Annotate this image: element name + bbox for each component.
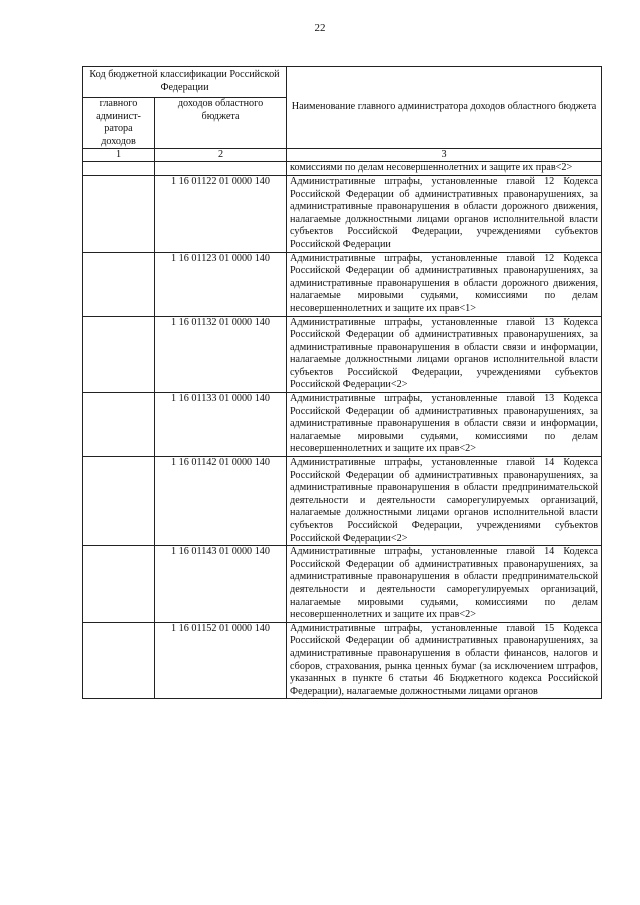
description-cell: Административные штрафы, установленные главой 15 Кодекса Российской Федерации об административных правонарушениях, за административные правонарушения в области финансов, налогов и сборов, страхования, рынка ценных бумаг (за исключением штрафов, указанных в пункте 6 статьи 46 Бюджетного кодекса Российской Федерации), налагаемые должностными лицами органов bbox=[287, 622, 602, 699]
column-number-2: 2 bbox=[155, 149, 287, 162]
table-row bbox=[83, 252, 602, 316]
income-code-cell: 1 16 01132 01 0000 140 bbox=[155, 316, 287, 393]
admin-code-cell bbox=[83, 175, 155, 252]
header-regional-income: доходов областного бюджета bbox=[155, 98, 287, 149]
income-code-cell: 1 16 01133 01 0000 140 bbox=[155, 393, 287, 457]
table-body bbox=[83, 162, 602, 699]
description-cell: Административные штрафы, установленные главой 12 Кодекса Российской Федерации об административных правонарушениях, за административные правонарушения в области дорожного движения, налагаемые мировыми судьями, комиссиями по делам несовершеннолетних и защите их прав<1> bbox=[287, 252, 602, 316]
column-number-1: 1 bbox=[83, 149, 155, 162]
admin-code-cell bbox=[83, 162, 155, 176]
income-code-cell: 1 16 01152 01 0000 140 bbox=[155, 622, 287, 699]
description-cell: Административные штрафы, установленные главой 14 Кодекса Российской Федерации об административных правонарушениях, за административные правонарушения в области предпринимательской деятельности и деятельности саморегулируемых организаций, налагаемые мировыми судьями, комиссиями по делам несовершеннолетних и защите их прав<2> bbox=[287, 546, 602, 623]
table-row bbox=[83, 162, 602, 176]
income-code-cell bbox=[155, 162, 287, 176]
header-code-group: Код бюджетной классификации Российской Федерации bbox=[83, 67, 287, 98]
income-code-cell: 1 16 01143 01 0000 140 bbox=[155, 546, 287, 623]
table-row bbox=[83, 546, 602, 623]
admin-code-cell bbox=[83, 622, 155, 699]
header-main-administrator: главного админист-ратора доходов bbox=[83, 98, 155, 149]
income-code-cell: 1 16 01142 01 0000 140 bbox=[155, 457, 287, 546]
admin-code-cell bbox=[83, 393, 155, 457]
table-row bbox=[83, 622, 602, 699]
description-cell: Административные штрафы, установленные главой 14 Кодекса Российской Федерации об административных правонарушениях, за административные правонарушения в области предпринимательской деятельности и деятельности саморегулируемых организаций, налагаемые должностными лицами органов исполнительной власти субъектов Российской Федерации, учреждениями субъектов Российской Федерации<2> bbox=[287, 457, 602, 546]
column-number-3: 3 bbox=[287, 149, 602, 162]
budget-classification-table bbox=[82, 66, 602, 699]
table-row bbox=[83, 457, 602, 546]
table-row bbox=[83, 316, 602, 393]
admin-code-cell bbox=[83, 546, 155, 623]
income-code-cell: 1 16 01123 01 0000 140 bbox=[155, 252, 287, 316]
admin-code-cell bbox=[83, 457, 155, 546]
description-cell: Административные штрафы, установленные главой 13 Кодекса Российской Федерации об административных правонарушениях, за административные правонарушения в области связи и информации, налагаемые должностными лицами органов исполнительной власти субъектов Российской Федерации, учреждениями субъектов Российской Федерации<2> bbox=[287, 316, 602, 393]
admin-code-cell bbox=[83, 252, 155, 316]
description-cell: Административные штрафы, установленные главой 12 Кодекса Российской Федерации об административных правонарушениях, за административные правонарушения в области дорожного движения, налагаемые должностными лицами органов исполнительной власти субъектов Российской Федерации, учреждениями субъектов Российской Федерации bbox=[287, 175, 602, 252]
description-cell: комиссиями по делам несовершеннолетних и защите их прав<2> bbox=[287, 162, 602, 176]
column-number-row bbox=[83, 149, 602, 162]
table-row bbox=[83, 393, 602, 457]
income-code-cell: 1 16 01122 01 0000 140 bbox=[155, 175, 287, 252]
admin-code-cell bbox=[83, 316, 155, 393]
table-row bbox=[83, 175, 602, 252]
header-administrator-name: Наименование главного администратора доходов областного бюджета bbox=[287, 67, 602, 149]
description-cell: Административные штрафы, установленные главой 13 Кодекса Российской Федерации об административных правонарушениях, за административные правонарушения в области связи и информации, налагаемые мировыми судьями, комиссиями по делам несовершеннолетних и защите их прав<2> bbox=[287, 393, 602, 457]
page-number: 22 bbox=[314, 22, 326, 34]
